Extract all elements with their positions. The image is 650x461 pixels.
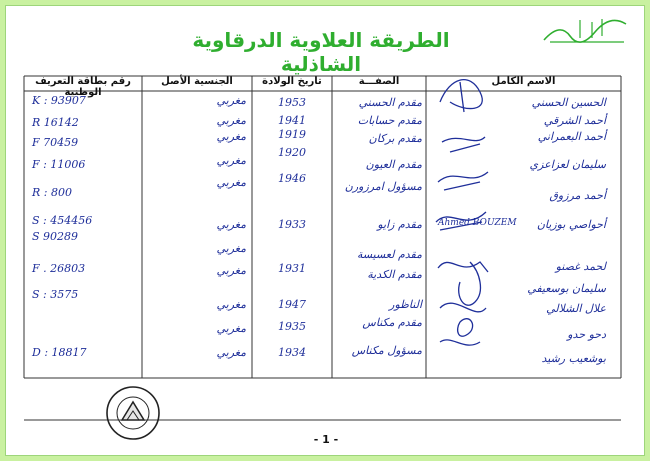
cell-nationality: مغربي bbox=[216, 298, 246, 311]
cell-id-number: D : 18817 bbox=[32, 346, 87, 359]
cell-nationality: مغربي bbox=[216, 346, 246, 359]
cell-role: مقدم بركان bbox=[368, 132, 422, 145]
page-number: - 1 - bbox=[313, 433, 339, 446]
signature-stamp-name: Ahmed BOUZEM bbox=[438, 218, 517, 228]
cell-name: أحمد البعمراني bbox=[537, 130, 606, 143]
cell-role: مقدم الكدية bbox=[367, 268, 422, 281]
cell-role: مقدم العيون bbox=[365, 158, 422, 171]
header-birth-date: تاريخ الولادة bbox=[262, 76, 322, 87]
cell-name: أحمد الشرقي bbox=[543, 114, 606, 127]
cell-name: دحو حدو bbox=[567, 328, 606, 341]
cell-role: الناظور bbox=[389, 298, 422, 311]
cell-nationality: مغربي bbox=[216, 154, 246, 167]
cell-nationality: مغربي bbox=[216, 114, 246, 127]
cell-id-number: F 70459 bbox=[32, 136, 79, 149]
cell-role: مقدم الحسني bbox=[358, 96, 422, 109]
cell-name: الحسين الحسني bbox=[531, 96, 606, 109]
document-title: الطريقة العلاوية الدرقاوية الشاذلية bbox=[192, 28, 450, 76]
cell-role: مقدم حسابات bbox=[357, 114, 422, 127]
cell-nationality: مغربي bbox=[216, 242, 246, 255]
cell-nationality: مغربي bbox=[216, 218, 246, 231]
cell-nationality: مغربي bbox=[216, 176, 246, 189]
header-nationality: الجنسية الأصل bbox=[161, 76, 233, 87]
header-role: الصفـــة bbox=[358, 76, 400, 87]
cell-name: أحواصي بوزيان bbox=[536, 218, 606, 231]
cell-birth-year: 1946 bbox=[278, 172, 306, 185]
official-seal bbox=[104, 384, 162, 442]
cell-birth-year: 1919 bbox=[278, 128, 306, 141]
cell-birth-year: 1934 bbox=[278, 346, 306, 359]
cell-id-number: F : 11006 bbox=[32, 158, 86, 171]
cell-name: أحمد مرزوق bbox=[549, 189, 606, 202]
cell-role: مقدم لعسيسة bbox=[356, 248, 422, 261]
cell-id-number: R : 800 bbox=[32, 186, 72, 199]
cell-birth-year: 1933 bbox=[278, 218, 306, 231]
cell-role: مقدم مكناس bbox=[362, 316, 422, 329]
cell-name: بوشعيب رشيد bbox=[541, 352, 606, 365]
cell-birth-year: 1947 bbox=[278, 298, 306, 311]
cell-name: سليمان بوسعيفي bbox=[527, 282, 606, 295]
table-grid bbox=[6, 6, 646, 457]
cell-id-number: S : 454456 bbox=[32, 214, 93, 227]
cell-nationality: مغربي bbox=[216, 94, 246, 107]
cell-id-number: S 90289 bbox=[32, 230, 79, 243]
cell-nationality: مغربي bbox=[216, 322, 246, 335]
cell-id-number: R 16142 bbox=[32, 116, 79, 129]
cell-role: مسؤول مكناس bbox=[351, 344, 422, 357]
cell-id-number: F . 26803 bbox=[32, 262, 86, 275]
cell-role: مقدم زايو bbox=[377, 218, 422, 231]
cell-birth-year: 1953 bbox=[278, 96, 306, 109]
cell-name: لحمد غصنو bbox=[555, 260, 606, 273]
cell-birth-year: 1941 bbox=[278, 114, 306, 127]
cell-name: سليمان لعزاعزي bbox=[529, 158, 606, 171]
cell-id-number: S : 3575 bbox=[32, 288, 79, 301]
cell-birth-year: 1920 bbox=[278, 146, 306, 159]
cell-id-number: K : 93907 bbox=[32, 94, 86, 107]
cell-role: مسؤول امرزورن bbox=[344, 180, 422, 193]
header-id-number: رقم بطاقة التعريف الوطنية bbox=[35, 76, 131, 98]
cell-birth-year: 1931 bbox=[278, 262, 306, 275]
header-full-name: الاسم الكامل bbox=[491, 76, 556, 87]
cell-nationality: مغربي bbox=[216, 130, 246, 143]
cell-nationality: مغربي bbox=[216, 264, 246, 277]
document-page bbox=[5, 5, 645, 456]
cell-name: علال الشلالي bbox=[546, 302, 606, 315]
cell-birth-year: 1935 bbox=[278, 320, 306, 333]
